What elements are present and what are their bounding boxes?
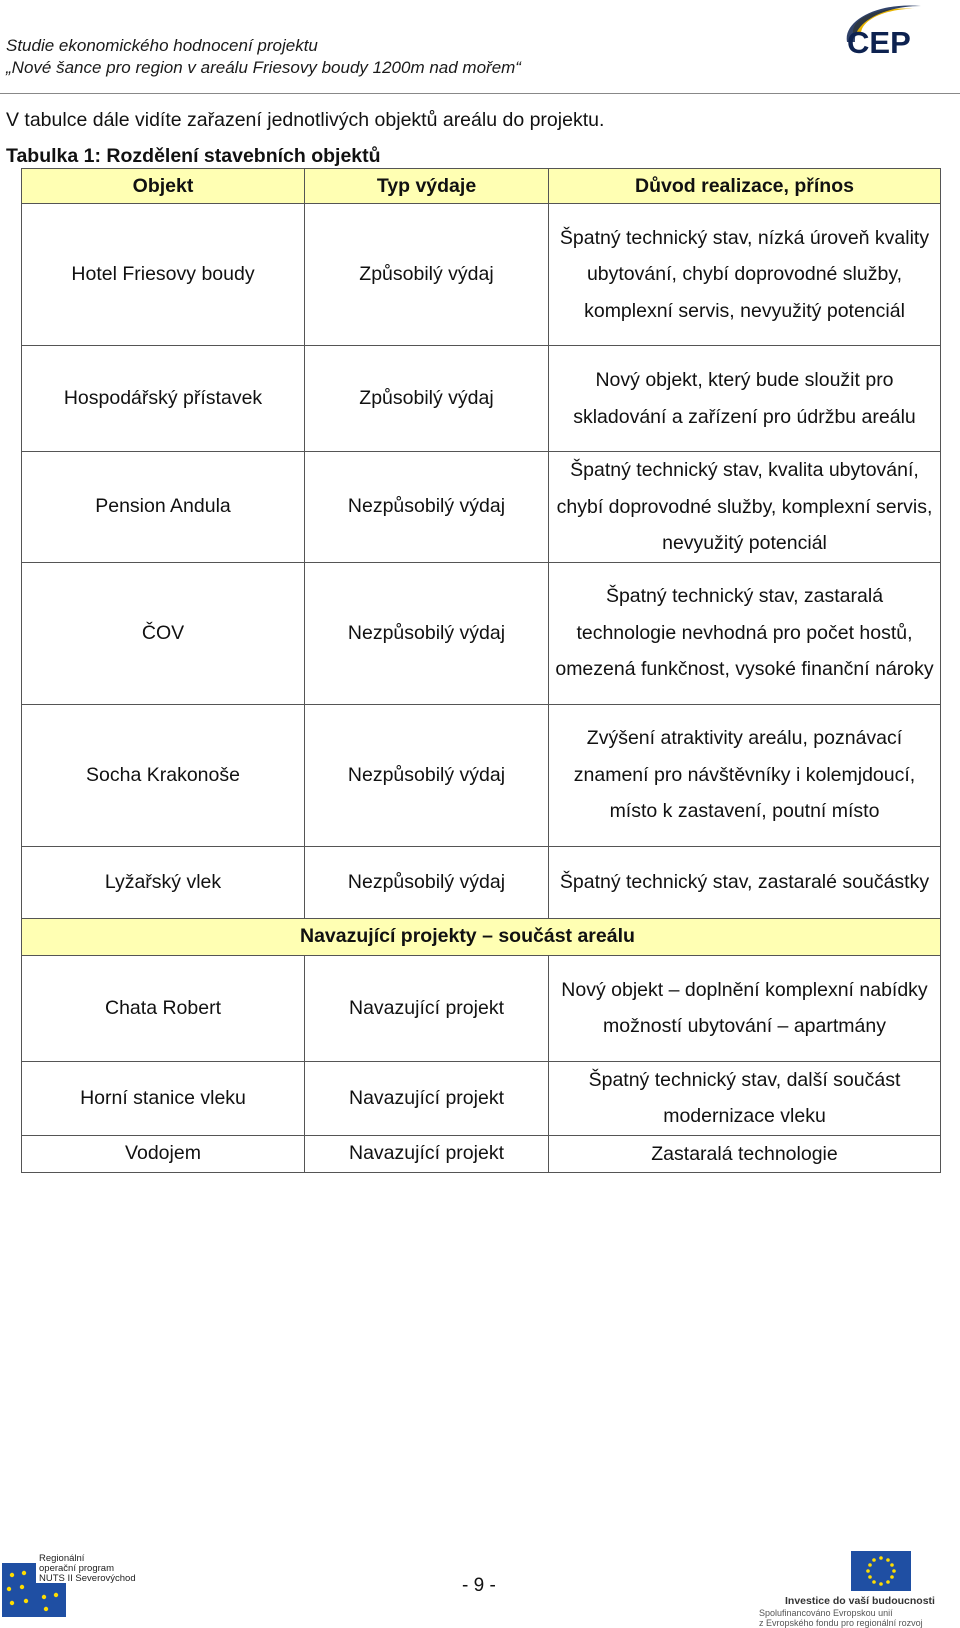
- reason-cell: Špatný technický stav, nízká úroveň kvality ubytování, chybí doprovodné služby, komplexní servis, nevyužitý potenciál: [549, 204, 941, 346]
- header-title: Studie ekonomického hodnocení projektu: [6, 36, 318, 55]
- reason-cell: Nový objekt, který bude sloužit pro skladování a zařízení pro údržbu areálu: [549, 346, 941, 452]
- object-cell: Pension Andula: [22, 452, 305, 563]
- header-subtitle: „Nové šance pro region v areálu Friesovy boudy 1200m nad mořem“: [6, 58, 521, 77]
- table-row: [22, 704, 941, 846]
- region-program-text: Regionální operační program NUTS II Severovýchod: [39, 1553, 136, 1584]
- reason-cell: Zvýšení atraktivity areálu, poznávací znamení pro návštěvníky i kolemjdoucí, místo k zastavení, poutní místo: [549, 704, 941, 846]
- cep-logo-text: CEP: [847, 25, 911, 60]
- reason-cell: Nový objekt – doplnění komplexní nabídky možností ubytování – apartmány: [549, 955, 941, 1061]
- table-row: [22, 562, 941, 704]
- column-header-type: Typ výdaje: [305, 169, 549, 204]
- type-cell: Nezpůsobilý výdaj: [305, 452, 549, 563]
- object-cell: ČOV: [22, 562, 305, 704]
- column-header-object: Objekt: [22, 169, 305, 204]
- table-caption: Tabulka 1: Rozdělení stavebních objektů: [6, 145, 381, 167]
- regional-program-logo: [2, 1550, 142, 1620]
- eu-flag-icon: [851, 1551, 911, 1591]
- type-cell: Nezpůsobilý výdaj: [305, 562, 549, 704]
- eu-slogan: Investice do vaší budoucnosti: [785, 1595, 935, 1607]
- column-header-reason: Důvod realizace, přínos: [549, 169, 941, 204]
- object-cell: Horní stanice vleku: [22, 1061, 305, 1135]
- table-row: [22, 955, 941, 1061]
- section-label: Navazující projekty – součást areálu: [22, 918, 941, 955]
- eu-funding-logo: [759, 1551, 960, 1628]
- type-cell: Navazující projekt: [305, 1061, 549, 1135]
- reason-cell: Špatný technický stav, další součást modernizace vleku: [549, 1061, 941, 1135]
- header-divider: [0, 93, 960, 94]
- table-row: [22, 1061, 941, 1135]
- table-row: [22, 846, 941, 918]
- object-cell: Chata Robert: [22, 955, 305, 1061]
- objects-table: [21, 168, 941, 1173]
- document-header: [6, 35, 521, 79]
- type-cell: Nezpůsobilý výdaj: [305, 846, 549, 918]
- object-cell: Vodojem: [22, 1135, 305, 1173]
- reason-cell: Špatný technický stav, zastaralá technologie nevhodná pro počet hostů, omezená funkčnost, vysoké finanční nároky: [549, 562, 941, 704]
- table-row: [22, 452, 941, 563]
- table-row: [22, 204, 941, 346]
- object-cell: Socha Krakonoše: [22, 704, 305, 846]
- type-cell: Navazující projekt: [305, 1135, 549, 1173]
- section-row: [22, 918, 941, 955]
- page-number: - 9 -: [462, 1575, 496, 1596]
- object-cell: Hospodářský přístavek: [22, 346, 305, 452]
- reason-cell: Špatný technický stav, kvalita ubytování, chybí doprovodné služby, komplexní servis, nevyužitý potenciál: [549, 452, 941, 563]
- intro-text: V tabulce dále vidíte zařazení jednotlivých objektů areálu do projektu.: [6, 109, 605, 131]
- table-row: [22, 1135, 941, 1173]
- type-cell: Způsobilý výdaj: [305, 204, 549, 346]
- type-cell: Nezpůsobilý výdaj: [305, 704, 549, 846]
- table-row: [22, 346, 941, 452]
- object-cell: Lyžařský vlek: [22, 846, 305, 918]
- reason-cell: Zastaralá technologie: [549, 1135, 941, 1173]
- table-header-row: [22, 169, 941, 204]
- reason-cell: Špatný technický stav, zastaralé součástky: [549, 846, 941, 918]
- object-cell: Hotel Friesovy boudy: [22, 204, 305, 346]
- cep-logo: [835, 4, 957, 66]
- type-cell: Navazující projekt: [305, 955, 549, 1061]
- type-cell: Způsobilý výdaj: [305, 346, 549, 452]
- eu-subtext: Spolufinancováno Evropskou unií z Evropského fondu pro regionální rozvoj: [759, 1608, 923, 1628]
